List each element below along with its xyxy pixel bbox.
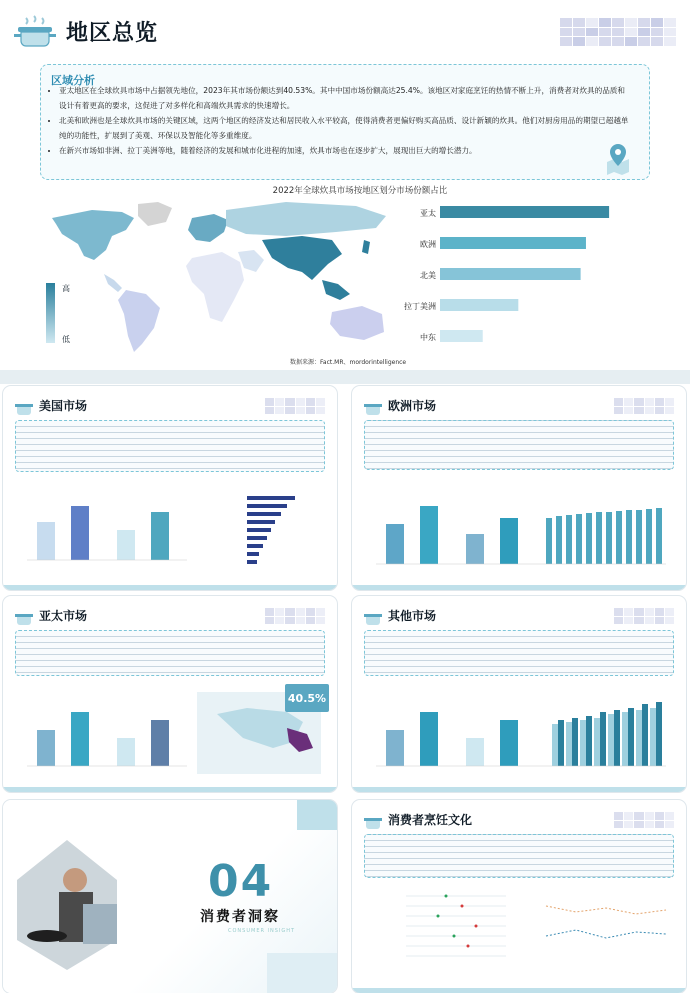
category-label: 亚太 — [420, 209, 436, 218]
slide-text-block — [15, 630, 325, 676]
mini-charts — [17, 684, 327, 784]
cooking-pot-icon — [362, 398, 384, 416]
cooking-pot-icon — [13, 398, 35, 416]
slide-title: 亚太市场 — [39, 609, 88, 623]
share-badge — [285, 684, 329, 712]
slide-bottom-bar — [352, 585, 686, 590]
slide-thumb-eu-market[interactable] — [352, 386, 686, 590]
cooking-pot-icon — [14, 14, 56, 50]
chef-photo — [17, 840, 117, 970]
legend-low-label: 低 — [62, 335, 70, 344]
slide-text-block — [364, 630, 674, 676]
cooking-pot-icon — [13, 608, 35, 626]
legend-high-label: 高 — [62, 284, 70, 293]
mini-charts — [366, 886, 676, 986]
category-label: 北美 — [420, 271, 436, 280]
share-badge-value: 40.5% — [287, 692, 327, 705]
blurred-logo — [614, 812, 674, 828]
mini-charts — [17, 482, 317, 582]
slide-bottom-bar — [352, 988, 686, 993]
analysis-bullet: • 在新兴市场如非洲、拉丁美洲等地，随着经济的发展和城市化进程的加速，炊具市场也在逐步扩大，展现出巨大的增长潜力。 — [59, 143, 629, 158]
section-subtitle: CONSUMER INSIGHT — [228, 928, 296, 934]
analysis-bullet: • 亚太地区在全球炊具市场中占据领先地位，2023年其市场份额达到40.53%。其中中国市场份额高达25.4%。该地区对家庭烹饪的热情不断上升，消费者对炊具的品质和设计有着更高的要求，这促进了对多样化和高端炊具需求的快速增长。 — [59, 83, 629, 113]
section-number: 04 — [208, 856, 274, 907]
chart-title: 2022年全球炊具市场按地区划分市场份额占比 — [272, 186, 448, 196]
slide-bottom-bar — [3, 585, 337, 590]
map-pin-icon — [604, 142, 632, 176]
slide-bottom-bar — [352, 787, 686, 792]
bar — [440, 330, 483, 342]
page-header — [0, 0, 690, 62]
category-label: 中东 — [420, 333, 436, 342]
map-legend-gradient — [46, 283, 55, 343]
slide-title: 美国市场 — [39, 399, 88, 413]
slide-thumb-section-cover[interactable] — [3, 800, 337, 993]
slide-title: 其他市场 — [388, 609, 437, 623]
analysis-bullet: • 北美和欧洲也是全球炊具市场的关键区域，这两个地区的经济发达和居民收入水平较高，使得消费者更偏好购买高品质、设计新颖的炊具。他们对厨房用品的期望已超越单纯的功能性，扩展到了美观、环保以及智能化等多重维度。 — [59, 113, 629, 143]
slide-text-block — [15, 420, 325, 472]
analysis-bullets — [45, 83, 629, 158]
bar — [440, 237, 586, 249]
section-title: 消费者洞察 — [200, 909, 280, 925]
cooking-pot-icon — [362, 812, 384, 830]
slide-thumb-consumer-culture[interactable] — [352, 800, 686, 993]
world-map — [42, 196, 402, 356]
page-title: 地区总览 — [66, 21, 159, 46]
slide-title: 消费者烹饪文化 — [388, 813, 473, 827]
slide-text-block — [364, 420, 674, 470]
slide-thumb-other-markets[interactable] — [352, 596, 686, 792]
blurred-logo — [614, 608, 674, 624]
analysis-heading: 区域分析 — [51, 74, 95, 87]
slide-bottom-bar — [3, 787, 337, 792]
category-label: 拉丁美洲 — [404, 302, 436, 311]
blurred-logo — [614, 398, 674, 414]
cooking-pot-icon — [362, 608, 384, 626]
bar — [440, 268, 581, 280]
slide-title: 欧洲市场 — [388, 399, 437, 413]
blurred-logo — [560, 18, 676, 46]
corner-accent — [267, 953, 337, 993]
slide-thumb-ap-market[interactable] — [3, 596, 337, 792]
region-analysis-card — [40, 64, 650, 180]
section-divider — [0, 370, 690, 384]
corner-accent — [297, 800, 337, 830]
chart-source: 数据来源：Fact.MR、mordorintelligence — [290, 359, 407, 366]
region-share-bar-chart — [390, 198, 630, 353]
mini-charts — [366, 482, 676, 582]
slide-text-block — [364, 834, 674, 878]
blurred-logo — [265, 398, 325, 414]
slide-thumb-us-market[interactable] — [3, 386, 337, 590]
mini-charts — [366, 684, 676, 784]
blurred-logo — [265, 608, 325, 624]
bar — [440, 299, 518, 311]
category-label: 欧洲 — [420, 240, 436, 249]
bar — [440, 206, 609, 218]
